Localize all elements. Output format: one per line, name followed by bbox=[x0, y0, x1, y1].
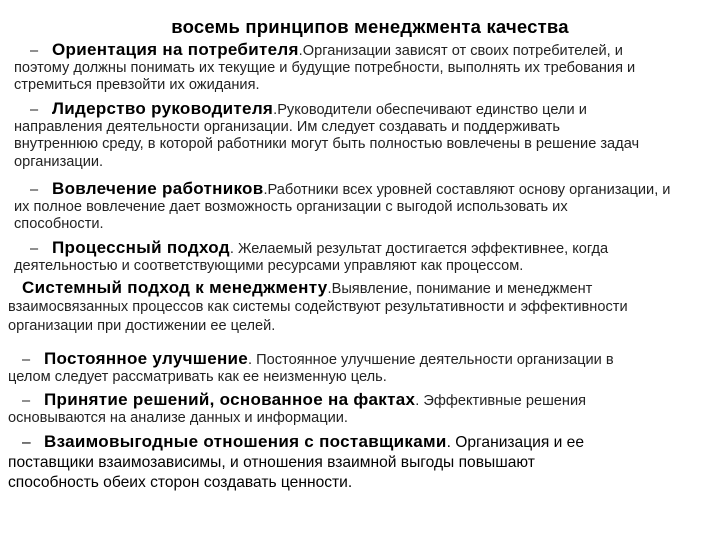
principle-leadership bbox=[8, 99, 714, 171]
principle-text: поставщики взаимозависимы, и отношения взаимной выгоды повышают bbox=[8, 453, 535, 471]
principle-text: . Эффективные решения bbox=[415, 393, 587, 409]
principle-heading: Вовлечение работников bbox=[52, 179, 264, 198]
principle-text: .Работники всех уровней составляют основу организации, и bbox=[263, 182, 671, 198]
dash-bullet: – bbox=[30, 102, 39, 118]
page-title: восемь принципов менеджмента качества bbox=[171, 16, 569, 37]
principle-text: .Выявление, понимание и менеджмент bbox=[327, 281, 593, 297]
principle-heading: Лидерство руководителя bbox=[52, 99, 274, 118]
principle-involvement bbox=[8, 179, 714, 234]
dash-bullet: – bbox=[22, 352, 31, 368]
principle-heading: Принятие решений, основанное на фактах bbox=[44, 390, 416, 409]
principle-text: внутреннюю среду, в которой работники могут быть полностью вовлечены в решение задач bbox=[14, 136, 640, 153]
principle-heading: Постоянное улучшение bbox=[44, 349, 249, 368]
principle-text: основываются на анализе данных и информации. bbox=[8, 410, 348, 427]
principle-text: организации. bbox=[14, 153, 104, 170]
dash-bullet: – bbox=[30, 43, 39, 59]
principle-text: способность обеих сторон создавать ценности. bbox=[8, 473, 353, 491]
dash-bullet: – bbox=[30, 182, 39, 198]
dash-bullet: – bbox=[22, 434, 31, 451]
principle-text: организации при достижении ее целей. bbox=[8, 318, 276, 335]
principle-customer-focus bbox=[8, 40, 714, 95]
principle-improvement bbox=[8, 349, 714, 386]
principle-text: целом следует рассматривать как ее неизменную цель. bbox=[8, 369, 387, 386]
principle-fact-based-decisions bbox=[8, 390, 714, 427]
principle-text: .Руководители обеспечивают единство цели и bbox=[273, 102, 587, 118]
principle-text: . Постоянное улучшение деятельности организации в bbox=[248, 352, 614, 368]
principle-heading: Взаимовыгодные отношения с поставщиками bbox=[44, 432, 447, 451]
principle-text: взаимосвязанных процессов как системы содействуют результативности и эффективности bbox=[8, 299, 628, 316]
principle-text: . Желаемый результат достигается эффективнее, когда bbox=[229, 241, 609, 257]
principle-text: направления деятельности организации. Им следует создавать и поддерживать bbox=[14, 119, 560, 136]
principle-text: .Организации зависят от своих потребителей, и bbox=[298, 43, 623, 59]
principle-heading: Системный подход к менеджменту bbox=[22, 278, 328, 297]
principle-text: . Организация и ее bbox=[446, 434, 585, 451]
dash-bullet: – bbox=[30, 241, 39, 257]
principle-system-approach bbox=[8, 278, 714, 336]
principle-text: деятельностью и соответствующими ресурсами управляют как процессом. bbox=[14, 258, 524, 275]
principle-heading: Процессный подход bbox=[52, 238, 230, 257]
principle-text: стремиться превзойти их ожидания. bbox=[14, 77, 260, 94]
principle-text: их полное вовлечение дает возможность организации с выгодой использовать их bbox=[14, 199, 568, 216]
principle-text: поэтому должны понимать их текущие и будущие потребности, выполнять их требования и bbox=[14, 60, 636, 77]
principle-heading: Ориентация на потребителя bbox=[52, 40, 299, 59]
dash-bullet: – bbox=[22, 393, 31, 409]
principle-supplier-relations bbox=[8, 431, 714, 493]
principle-process-approach bbox=[8, 238, 714, 275]
principle-text: способности. bbox=[14, 216, 104, 233]
